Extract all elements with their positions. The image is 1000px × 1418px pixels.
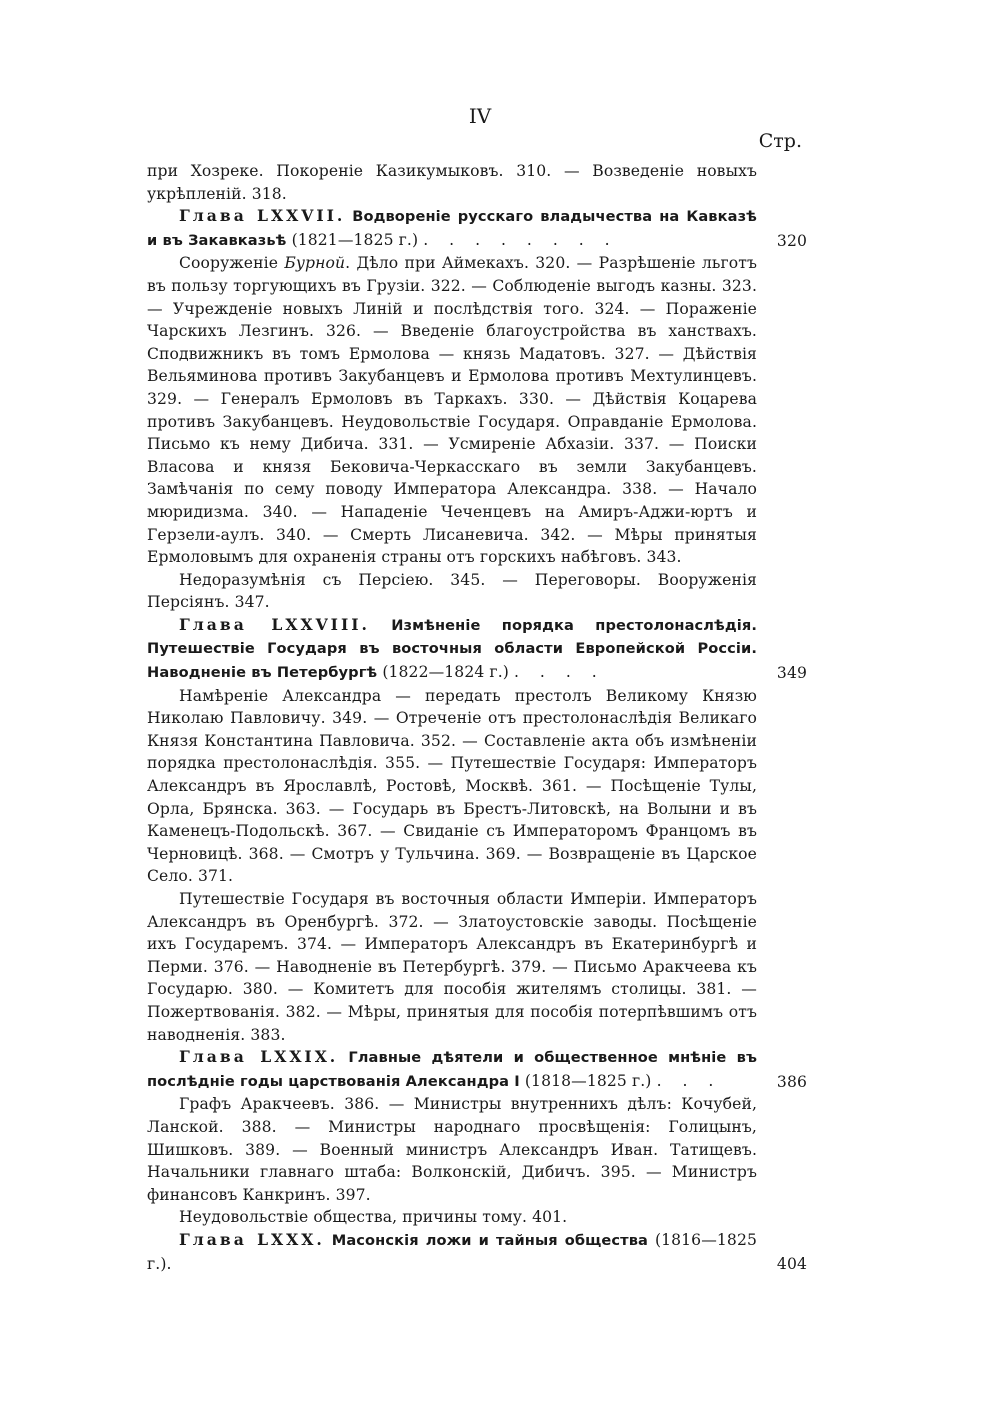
chapter-label: Глава LXXVII. xyxy=(179,206,346,226)
chapter-heading-lxxvii xyxy=(147,205,807,252)
leader-dots: . . . . xyxy=(514,663,605,682)
chapter-heading-lxxx xyxy=(147,1229,807,1275)
paragraph-text: Путешествіе Государя въ восточныя области Имперіи. Императоръ Александръ въ Оренбургѣ. 372. — Златоустовскіе заводы. Посѣщеніе ихъ Государемъ. 374. — Императоръ Александръ въ Екатеринбургѣ и Перми. 376. — Наводненіе въ Петербургѣ. 379. — Письмо Аракчеева къ Государю. 380. — Комитетъ для пособія жителямъ столицы. 381. — Пожертвованія. 382. — Мѣры, принятыя для пособія потерпѣвшимъ отъ наводненія. 383. xyxy=(147,890,757,1044)
chapter-page-number: 386 xyxy=(776,1072,807,1091)
italic-ship-name: Бурной xyxy=(284,254,346,273)
paragraph-text: Сооруженіе xyxy=(179,254,285,273)
paragraph xyxy=(147,1206,757,1229)
paragraph xyxy=(147,569,757,614)
paragraph xyxy=(147,1093,757,1206)
paragraph-text: Недоразумѣнія съ Персіею. 345. — Переговоры. Вооруженія Персіянъ. 347. xyxy=(147,570,757,612)
page-column-label: Стр. xyxy=(758,130,802,152)
chapter-label: Глава LXXX. xyxy=(179,1229,325,1249)
leader-dots: . . . xyxy=(656,1071,722,1090)
paragraph xyxy=(147,252,757,568)
paragraph xyxy=(147,685,757,888)
leader-dots: . . . . . . . . xyxy=(423,230,618,249)
chapter-title: Водвореніе русскаго владычества на Кавказѣ и въ Закавказьѣ xyxy=(147,208,758,249)
chapter-dates: (1818—1825 г.) xyxy=(524,1071,652,1090)
chapter-title: Главные дѣятели и общественное мнѣніе въ послѣдніе годы царствованія Александра I xyxy=(147,1049,758,1090)
chapter-page-number: 320 xyxy=(776,231,807,250)
chapter-page-number: 404 xyxy=(776,1254,807,1273)
paragraph-text: Неудовольствіе общества, причины тому. 401. xyxy=(179,1208,568,1227)
paragraph xyxy=(147,888,757,1046)
paragraph-text: Намѣреніе Александра — передать престолъ Великому Князю Николаю Павловичу. 349. — Отреченіе отъ престолонаслѣдія Великаго Князя Константина Павловича. 352. — Составленіе акта объ измѣненіи порядка престолонаслѣдія. 355. — Путешествіе Государя: Императоръ Александръ въ Ярославлѣ, Ростовѣ, Москвѣ. 361. — Посѣщеніе Тулы, Орла, Брянска. 363. — Государь въ Брестъ-Литовскѣ, на Волыни и въ Каменецъ-Подольскѣ. 367. — Свиданіе съ Императоромъ Францомъ въ Черновицѣ. 368. — Смотръ у Тульчина. 369. — Возвращеніе въ Царское Село. 371. xyxy=(147,686,757,886)
paragraph-text: . Дѣло при Аймекахъ. 320. — Разрѣшеніе льготъ въ пользу торгующихъ въ Грузіи. 322. — Соблюденіе выгодъ казны. 323. — Учрежденіе новыхъ Линій и послѣдствія того. 324. — Пораженіе Чарскихъ Лезгинъ. 326. — Введеніе благоустройства въ ханствахъ. Сподвижникъ въ томъ Ермолова — князь Мадатовъ. 327. — Дѣйствія Вельяминова противъ Закубанцевъ и Ермолова противъ Мехтулинцевъ. 329. — Генералъ Ермоловъ въ Таркахъ. 330. — Дѣйствія Коцарева противъ Закубанцевъ. Неудовольствіе Государя. Оправданіе Ермолова. Письмо къ нему Дибича. 331. — Усмиреніе Абхазіи. 337. — Поиски Власова и князя Бековича-Черкасскаго въ земли Закубанцевъ. Замѣчанія по сему поводу Императора Александра. 338. — Начало мюридизма. 340. — Нападеніе Чеченцевъ на Амиръ-Аджи-юртъ и Герзели-аулъ. 340. — Смерть Лисаневича. 342. — Мѣры принятыя Ермоловымъ для охраненія страны отъ горскихъ набѣговъ. 343. xyxy=(147,254,758,567)
paragraph xyxy=(147,160,757,205)
contents-body xyxy=(147,160,807,1275)
paragraph-text: Графъ Аракчеевъ. 386. — Министры внутреннихъ дѣлъ: Кочубей, Ланской. 388. — Министры народнаго просвѣщенія: Голицынъ, Шишковъ. 389. — Военный министръ Александръ Иван. Татищевъ. Начальники главнаго штаба: Волконскій, Дибичъ. 395. — Министръ финансовъ Канкринъ. 397. xyxy=(147,1095,757,1204)
chapter-label: Глава LXXVIII. xyxy=(179,614,370,634)
chapter-dates: (1816—1825 г.). xyxy=(147,1230,757,1273)
chapter-heading-lxxix xyxy=(147,1046,807,1093)
chapter-page-number: 349 xyxy=(776,664,807,683)
chapter-title: Измѣненіе порядка престолонаслѣдія. Путешествіе Государя въ восточныя области Европейской Россіи. Наводненіе въ Петербургѣ xyxy=(147,616,757,682)
page-folio: IV xyxy=(468,104,492,128)
paragraph-text: при Хозреке. Покореніе Казикумыковъ. 310. — Возведеніе новыхъ укрѣпленій. 318. xyxy=(147,162,757,203)
chapter-label: Глава LXXIX. xyxy=(179,1047,339,1067)
chapter-dates: (1821—1825 г.) xyxy=(291,230,419,249)
chapter-title: Масонскія ложи и тайныя общества xyxy=(331,1231,649,1249)
chapter-dates: (1822—1824 г.) xyxy=(382,663,509,682)
chapter-heading-lxxviii xyxy=(147,614,807,685)
